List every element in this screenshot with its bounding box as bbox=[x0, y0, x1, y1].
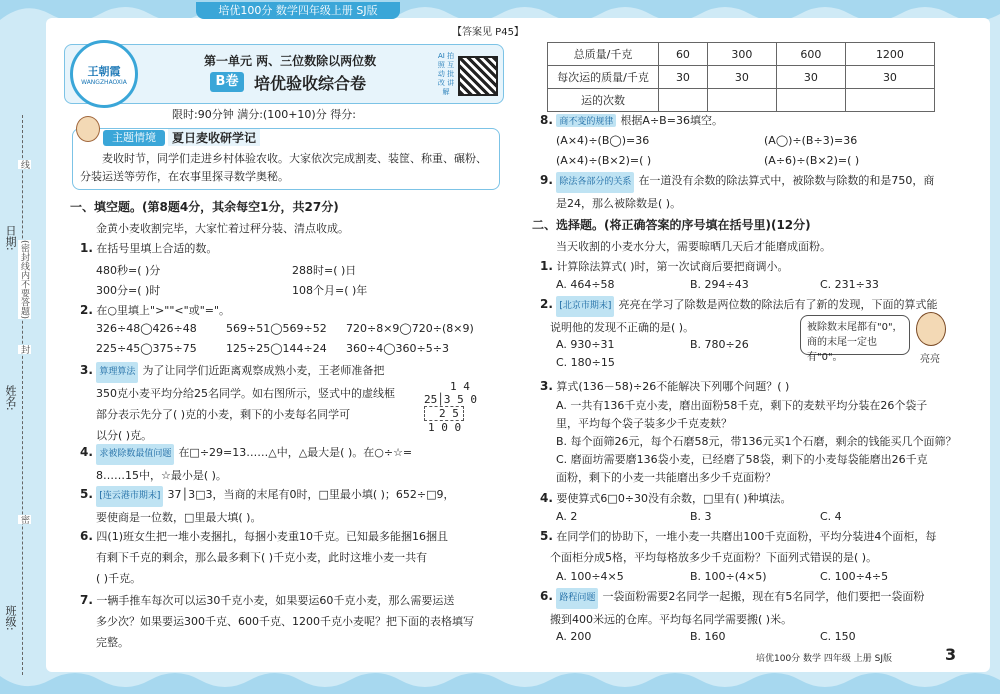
unit-title: 第一单元 两、三位数除以两位数 bbox=[204, 54, 377, 68]
q6-blank-2[interactable]: ( )千克。 bbox=[96, 572, 142, 585]
logo-text: 王朝霞 bbox=[87, 64, 121, 78]
c1-option-a[interactable]: A. 464÷58 bbox=[556, 278, 615, 291]
c1-text: 1. 计算除法算式( )时，第一次试商后要把商调小。 bbox=[540, 259, 789, 273]
q1-item-1[interactable]: 480秒=( )分 bbox=[96, 264, 161, 277]
q3-blank-1[interactable]: 部分表示先分了( )克的小麦，剩下的小麦每名同学可 bbox=[96, 408, 351, 421]
seal-text-feng: 封 bbox=[19, 345, 29, 354]
division-diagram: 1 4 25│3 5 0 2 5 1 0 0 bbox=[424, 380, 477, 434]
c3-option-a[interactable]: A. 一共有136千克小麦，磨出面粉58千克，剩下的麦麸平均分装在26个袋子 bbox=[556, 399, 928, 412]
bottom-wave-border bbox=[0, 672, 1000, 694]
q5-blank-2[interactable]: 要使商是一位数，□里最大填( )。 bbox=[96, 511, 262, 524]
c6-option-b[interactable]: B. 160 bbox=[690, 630, 726, 643]
volume-tag: B卷 bbox=[210, 72, 244, 92]
q4-blank-1[interactable]: 在□÷29=13……△中，△最大是( )。在○÷☆= bbox=[178, 446, 413, 459]
theme-description: 麦收时节，同学们走进乡村体验农收。大家依次完成割麦、装筐、称重、碾粉、分装运送等劳作，在农事里探寻数学奥秘。 bbox=[80, 152, 487, 183]
c3-option-c[interactable]: C. 磨面坊需要磨136袋小麦，已经磨了58袋，剩下的小麦每袋能磨出26千克 bbox=[556, 453, 928, 466]
q9-tag: 除法各部分的关系 bbox=[556, 172, 634, 193]
c1-blank[interactable]: 计算除法算式( )时，第一次试商后要把商调小。 bbox=[556, 260, 789, 273]
answer-cell[interactable] bbox=[707, 89, 776, 112]
c4-option-b[interactable]: B. 3 bbox=[690, 510, 712, 523]
c3-text: 3. 算式(136－58)÷26不能解决下列哪个问题？( ) bbox=[540, 379, 790, 393]
c5-blank[interactable]: 个面柜分成5格，平均每格放多少千克面粉？下面列式错误的是( )。 bbox=[550, 551, 878, 564]
q3-block: 3. 算理算法 为了让同学们近距离观察成熟小麦，王老师准备把 350克小麦平均分给25名同学。如右图所示，竖式中的虚线框 部分表示先分了( )克的小麦，剩下的小麦每名同学可 以分( )克。 bbox=[80, 360, 430, 446]
c2-blank[interactable]: 说明他的发现不正确的是( )。 bbox=[550, 321, 695, 334]
q4-block: 4. 求被除数最值问题 在□÷29=13……△中，△最大是( )。在○÷☆= 8……15中，☆最小是( )。 bbox=[80, 442, 500, 486]
c2-option-a[interactable]: A. 930÷31 bbox=[556, 338, 615, 351]
name-label: 姓名: bbox=[4, 385, 17, 411]
table-cell: 300 bbox=[707, 43, 776, 66]
section1-title: 一、填空题。(第8题4分，其余每空1分，共27分) bbox=[70, 200, 339, 214]
q4-blank-2[interactable]: 8……15中，☆最小是( )。 bbox=[96, 469, 227, 482]
c4-blank[interactable]: 要使算式6□0÷30没有余数，□里有( )种填法。 bbox=[556, 492, 792, 505]
table-cell: 30 bbox=[845, 66, 934, 89]
q1-item-3[interactable]: 300分=( )时 bbox=[96, 284, 161, 297]
c6-blank[interactable]: 搬到400米远的仓库。平均每名同学需要搬( )米。 bbox=[550, 613, 793, 626]
row-label: 总质量/千克 bbox=[548, 43, 659, 66]
q8-blank-1[interactable]: (A×4)÷(B◯)=36 bbox=[556, 134, 650, 147]
q8-tag: 商不变的规律 bbox=[556, 114, 616, 127]
row-label: 运的次数 bbox=[548, 89, 659, 112]
c2-tag: [北京市期末] bbox=[556, 296, 614, 317]
logo-subtext: WANGZHAOXIA bbox=[81, 78, 127, 86]
q2-compare-6[interactable]: 360÷4◯360÷5÷3 bbox=[346, 342, 449, 355]
c5-option-a[interactable]: A. 100÷4×5 bbox=[556, 570, 624, 583]
c1-option-c[interactable]: C. 231÷33 bbox=[820, 278, 879, 291]
c4-option-a[interactable]: A. 2 bbox=[556, 510, 578, 523]
table-cell: 30 bbox=[776, 66, 845, 89]
c5-option-c[interactable]: C. 100÷4÷5 bbox=[820, 570, 889, 583]
q2-compare-2[interactable]: 569÷51◯569÷52 bbox=[226, 322, 327, 335]
seal-line bbox=[22, 115, 23, 675]
time-score-info: 限时:90分钟 满分:(100+10)分 得分: bbox=[172, 108, 356, 121]
qr-code-icon[interactable] bbox=[458, 56, 498, 96]
footer-text: 培优100分 数学 四年级 上册 SJ版 bbox=[756, 654, 892, 664]
c4-option-c[interactable]: C. 4 bbox=[820, 510, 842, 523]
q1-text: 1. 在括号里填上合适的数。 bbox=[80, 241, 218, 255]
theme-tag: 主题情境 bbox=[103, 130, 165, 146]
theme-title: 夏日麦收研学记 bbox=[168, 129, 260, 146]
brand-logo bbox=[70, 40, 138, 108]
character-name: 亮亮 bbox=[920, 354, 940, 365]
speech-bubble: 被除数末尾都有"0"，商的末尾一定也有"0"。 bbox=[800, 315, 910, 355]
header-banner: 培优100分 数学四年级上册 SJ版 bbox=[196, 2, 400, 19]
q2-compare-4[interactable]: 225÷45◯375÷75 bbox=[96, 342, 197, 355]
q6-blank-1[interactable]: 有剩下千克的剩余，那么最多剩下( )千克小麦，此时这堆小麦一共有 bbox=[96, 551, 428, 564]
transport-table bbox=[547, 42, 935, 112]
liangliang-avatar-icon bbox=[916, 312, 946, 346]
section1-intro: 金黄小麦收割完毕，大家忙着过秤分装、清点收成。 bbox=[96, 222, 349, 235]
c6-option-a[interactable]: A. 200 bbox=[556, 630, 592, 643]
table-cell: 60 bbox=[659, 43, 708, 66]
q2-text: 2. 在○里填上">""<"或"="。 bbox=[80, 303, 231, 317]
c3-option-c-cont: 面粉，剩下的小麦一共能磨出多少千克面粉？ bbox=[556, 471, 776, 484]
answer-cell[interactable] bbox=[659, 89, 708, 112]
q1-number: 1. bbox=[80, 241, 93, 255]
section2-title: 二、选择题。(将正确答案的序号填在括号里)(12分) bbox=[532, 218, 811, 232]
test-title: 培优验收综合卷 bbox=[254, 74, 367, 93]
c6-option-c[interactable]: C. 150 bbox=[820, 630, 856, 643]
page-number: 3 bbox=[945, 645, 957, 664]
section2-intro: 当天收割的小麦水分大，需要晾晒几天后才能磨成面粉。 bbox=[556, 240, 831, 253]
table-cell: 30 bbox=[707, 66, 776, 89]
c6-block: 6. 路程问题 一袋面粉需要2名同学一起搬，现在有5名同学，他们要把一袋面粉 搬到400米远的仓库。平均每名同学需要搬( )米。 bbox=[540, 586, 940, 630]
c6-tag: 路程问题 bbox=[556, 588, 598, 609]
q1-item-4[interactable]: 108个月=( )年 bbox=[292, 284, 368, 297]
top-wave-border bbox=[0, 0, 1000, 20]
q2-number: 2. bbox=[80, 303, 93, 317]
table-row bbox=[548, 89, 935, 112]
table-cell: 600 bbox=[776, 43, 845, 66]
c1-option-b[interactable]: B. 294÷43 bbox=[690, 278, 749, 291]
table-row bbox=[548, 43, 935, 66]
q2-compare-3[interactable]: 720÷8×9◯720÷(8×9) bbox=[346, 322, 474, 335]
seal-text-note: (密封线内不要答题) bbox=[19, 240, 29, 320]
q7-block: 7. 一辆手推车每次可以运30千克小麦，如果要运60千克小麦，那么需要运送 多少次？如果要运300千克、600千克、1200千克小麦呢？把下面的表格填写 完整。 bbox=[80, 593, 474, 649]
binding-strip bbox=[0, 75, 46, 675]
seal-text-line: 线 bbox=[19, 160, 29, 169]
c5-option-b[interactable]: B. 100÷(4×5) bbox=[690, 570, 767, 583]
class-label: 班级: bbox=[4, 605, 17, 631]
answer-cell[interactable] bbox=[845, 89, 934, 112]
row-label: 每次运的质量/千克 bbox=[548, 66, 659, 89]
ai-label: AI 拍照 互动 批改 讲解 bbox=[437, 52, 455, 96]
c4-text: 4. 要使算式6□0÷30没有余数，□里有( )种填法。 bbox=[540, 491, 792, 505]
c3-option-a-cont: 里，平均每个袋子装多少千克麦麸？ bbox=[556, 417, 732, 430]
answer-cell[interactable] bbox=[776, 89, 845, 112]
c3-option-b[interactable]: B. 每个面筛26元，每个石磨58元，带136元买1个石磨，剩余的钱能买几个面筛？ bbox=[556, 435, 957, 448]
q2-compare-5[interactable]: 125÷25◯144÷24 bbox=[226, 342, 327, 355]
c2-block: 2. [北京市期末] 亮亮在学习了除数是两位数的除法后有了新的发现，下面的算式能 说明他的发现不正确的是( )。 bbox=[540, 294, 940, 338]
q8-blank-2[interactable]: (A◯)÷(B÷3)=36 bbox=[764, 134, 858, 147]
q9-block: 9. 除法各部分的关系 在一道没有余数的除法算式中，被除数与除数的和是750，商 是24，那么被除数是( )。 bbox=[540, 170, 940, 214]
table-cell: 1200 bbox=[845, 43, 934, 66]
q9-blank[interactable]: 是24，那么被除数是( )。 bbox=[556, 197, 682, 210]
student-avatar-icon bbox=[76, 116, 100, 142]
q6-block: 6. 四(1)班女生把一堆小麦捆扎，每捆小麦重10千克。已知最多能捆16捆且 有剩下千克的剩余，那么最多剩下( )千克小麦，此时这堆小麦一共有 ( )千克。 bbox=[80, 526, 500, 589]
q3-tag: 算理算法 bbox=[96, 362, 138, 383]
q8-blank-3[interactable]: (A×4)÷(B×2)=( ) bbox=[556, 154, 652, 167]
q4-tag: 求被除数最值问题 bbox=[96, 444, 174, 465]
q5-tag: [连云港市期末] bbox=[96, 486, 163, 507]
table-row bbox=[548, 66, 935, 89]
c5-block: 5. 在同学们的协助下，一堆小麦一共磨出100千克面粉，平均分装进4个面柜，每 个面柜分成5格，平均每格放多少千克面粉？下面列式错误的是( )。 bbox=[540, 526, 940, 568]
c2-option-b[interactable]: B. 780÷26 bbox=[690, 338, 749, 351]
c3-blank[interactable]: 算式(136－58)÷26不能解决下列哪个问题？( ) bbox=[556, 380, 790, 393]
q8-header: 8. 商不变的规律 根据A÷B=36填空。 bbox=[540, 113, 723, 127]
q8-blank-4[interactable]: (A÷6)÷(B×2)=( ) bbox=[764, 154, 860, 167]
q3-blank-2[interactable]: 以分( )克。 bbox=[96, 429, 153, 442]
q5-blank-1[interactable]: 37│3□3，当商的末尾有0时，□里最小填( )；652÷□9， bbox=[167, 488, 455, 501]
answer-reference: 【答案见 P45】 bbox=[452, 27, 524, 38]
q5-block: 5. [连云港市期末] 37│3□3，当商的末尾有0时，□里最小填( )；652÷□9， 要使商是一位数，□里最大填( )。 bbox=[80, 484, 500, 528]
table-cell: 30 bbox=[659, 66, 708, 89]
q2-compare-1[interactable]: 326÷48◯426÷48 bbox=[96, 322, 197, 335]
c2-option-c[interactable]: C. 180÷15 bbox=[556, 356, 615, 369]
seal-text-mi: 密 bbox=[19, 515, 29, 524]
q1-item-2[interactable]: 288时=( )日 bbox=[292, 264, 357, 277]
date-label: 日期: bbox=[4, 225, 17, 251]
